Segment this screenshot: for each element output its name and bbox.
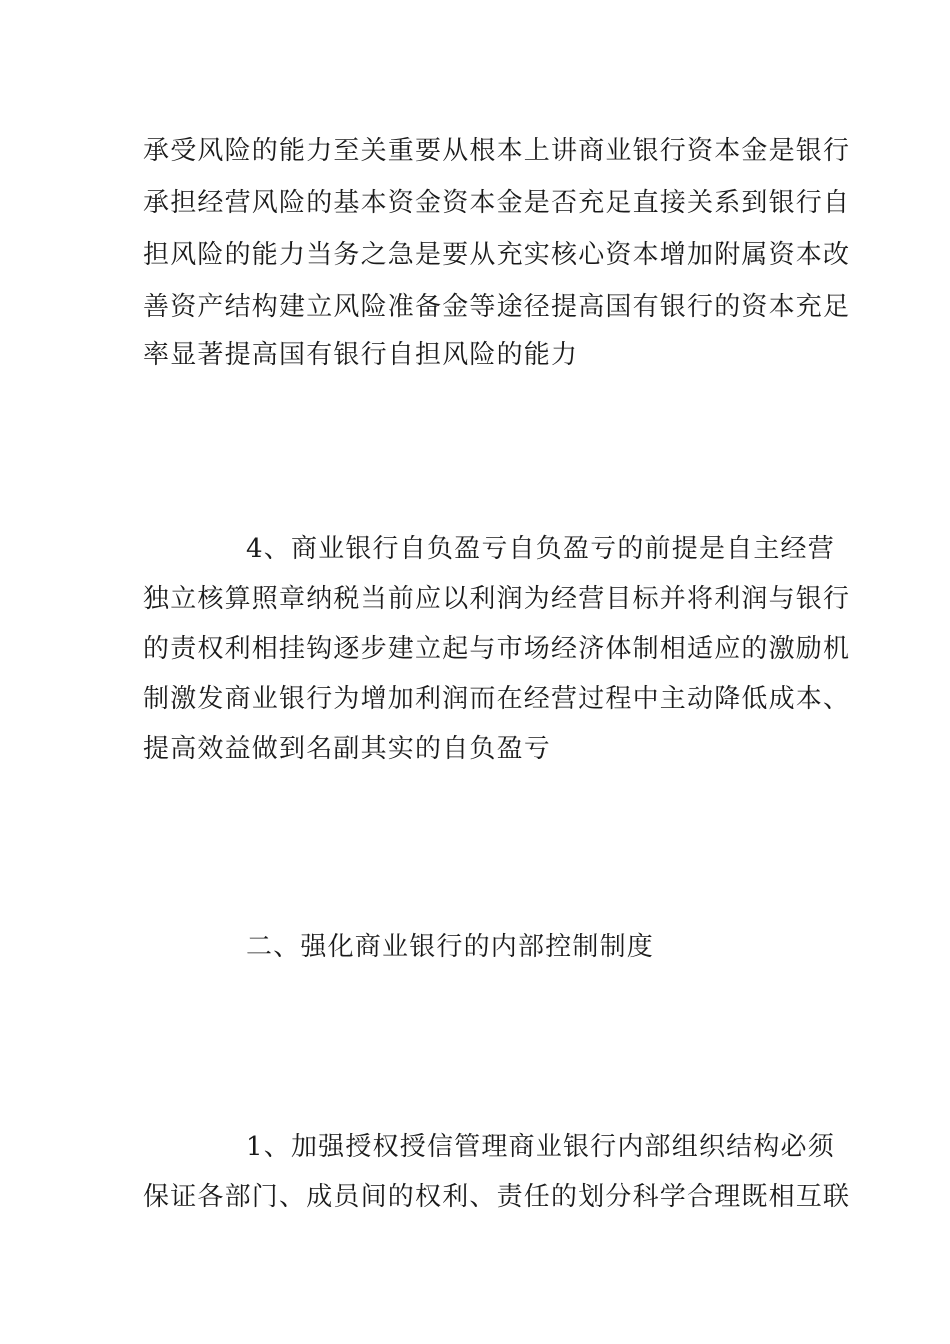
text-line: 独立核算照章纳税当前应以利润为经营目标并将利润与银行 bbox=[143, 584, 851, 614]
text-line: 保证各部门、成员间的权利、责任的划分科学合理既相互联 bbox=[143, 1182, 851, 1212]
text-line: 的责权利相挂钩逐步建立起与市场经济体制相适应的激励机 bbox=[143, 634, 851, 664]
text-line: 率显著提高国有银行自担风险的能力 bbox=[143, 340, 579, 370]
section-heading: 二、强化商业银行的内部控制制度 bbox=[246, 932, 655, 962]
text-line: 承担经营风险的基本资金资本金是否充足直接关系到银行自 bbox=[143, 188, 851, 218]
text-line: 担风险的能力当务之急是要从充实核心资本增加附属资本改 bbox=[143, 240, 851, 270]
text-line: 提高效益做到名副其实的自负盈亏 bbox=[143, 734, 552, 764]
text-line: 善资产结构建立风险准备金等途径提高国有银行的资本充足 bbox=[143, 292, 851, 322]
text-line: 承受风险的能力至关重要从根本上讲商业银行资本金是银行 bbox=[143, 136, 851, 166]
text-line: 1、加强授权授信管理商业银行内部组织结构必须 bbox=[246, 1132, 835, 1162]
text-line: 制激发商业银行为增加利润而在经营过程中主动降低成本、 bbox=[143, 684, 851, 714]
text-line: 4、商业银行自负盈亏自负盈亏的前提是自主经营 bbox=[246, 534, 835, 564]
